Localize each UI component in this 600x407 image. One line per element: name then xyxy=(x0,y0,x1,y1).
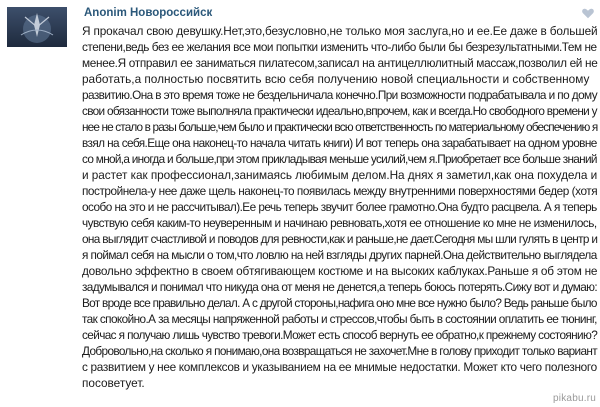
comment-line: Я прокачал свою девушку.Нет,это,безусловно,не только моя заслуга,но и ее.Ее даже в большей xyxy=(82,24,598,38)
watermark: pikabu.ru xyxy=(553,393,596,404)
comment-line: Вот вроде все правильно делал. А с другой стороны,нафига оно мне все нужно было? Ведь раньше было xyxy=(82,296,597,310)
comment-line: развитию.Она в это время тоже не бездельничала конечно.При возможности подрабатывала и по дому xyxy=(82,88,598,102)
comment-line: работать,а полностью посвятить всю себя получению новой специальности и собственному xyxy=(82,72,590,86)
comment-line: так спокойно.А за месяцы напряженной работы и стрессов,чтобы быть в состоянии оплатить ее тюнинг, xyxy=(82,312,597,326)
comment-line: свои обязанности тоже выполняла практически идеально,впрочем, как и всегда.Но свободного времени у xyxy=(82,104,597,118)
comment-line: степени,ведь без ее желания все мои попытки изменить что-либо были бы безрезультатными.Тем не xyxy=(82,40,597,54)
comment-text xyxy=(82,23,597,391)
avatar-image xyxy=(7,7,67,47)
comment-line: с развитием у нее комплексов и указыванием на ее мнимые недостатки. Может кто чего полезного xyxy=(82,360,597,374)
comment-line: Добровольно,на сколько я понимаю,она возвращаться не захочет.Мне в голову приходит только вариант xyxy=(82,344,598,358)
comment-line: посоветует. xyxy=(82,376,145,390)
comment-line: со мной,а иногда и больше,при этом прикладывая меньше усилий,чем я.Приобретает все больше знаний xyxy=(82,152,597,166)
comment-line: нее не стало в разы больше,чем было и практически всю ответственность по материальному обеспечению я xyxy=(82,120,598,134)
comment-line: довольно эффектно в своем обтягивающем костюме и на высоких каблуках.Раньше я об этом не xyxy=(82,264,598,278)
comment-line: особо на это и не рассчитывал).Ее речь теперь звучит более грамотно.Она будто расцвела. А я теперь xyxy=(82,200,597,214)
comment-line: чувствую себя каким-то неуверенным и начинаю ревновать,хотя ее отношение ко мне не изменилось, xyxy=(82,216,597,230)
avatar[interactable] xyxy=(7,7,67,47)
comment-line: постройнела-у нее даже щель наконец-то появилась между внутренними поверхностями бедер (хотя xyxy=(82,184,598,198)
heart-icon[interactable] xyxy=(581,6,595,20)
comment-line: она выглядит счастливой и поводов для ревности,как и раньше,не дает.Сегодня мы шли гулять в центр и xyxy=(82,232,598,246)
comment-line: и растет как профессионал,занимаясь любимым делом.На днях я заметил,как она похудела и xyxy=(82,168,598,182)
comment-line: задумывался и понимал что никуда она от меня не денется,а теперь боюсь потерять.Сижу вот и думаю: xyxy=(82,280,598,294)
comment-line: менее.Я отправил ее заниматься пилатесом,записал на антицеллюлитный массаж,позволил ей не xyxy=(82,56,598,70)
comment-line: сейчас я получаю лишь чувство тревоги.Может есть способ вернуть ее обратно,к прежнему состоянию? xyxy=(82,328,598,342)
author-name[interactable]: Anonim Новороссийск xyxy=(84,7,213,19)
comment-line: я поймал себя на мысли о том,что ловлю на ней взгляды других парней.Она действительно выглядела xyxy=(82,248,597,262)
comment-line: взял на себя.Еще она наконец-то начала читать книги) И вот теперь она зарабатывает на одном уровне xyxy=(82,136,597,150)
